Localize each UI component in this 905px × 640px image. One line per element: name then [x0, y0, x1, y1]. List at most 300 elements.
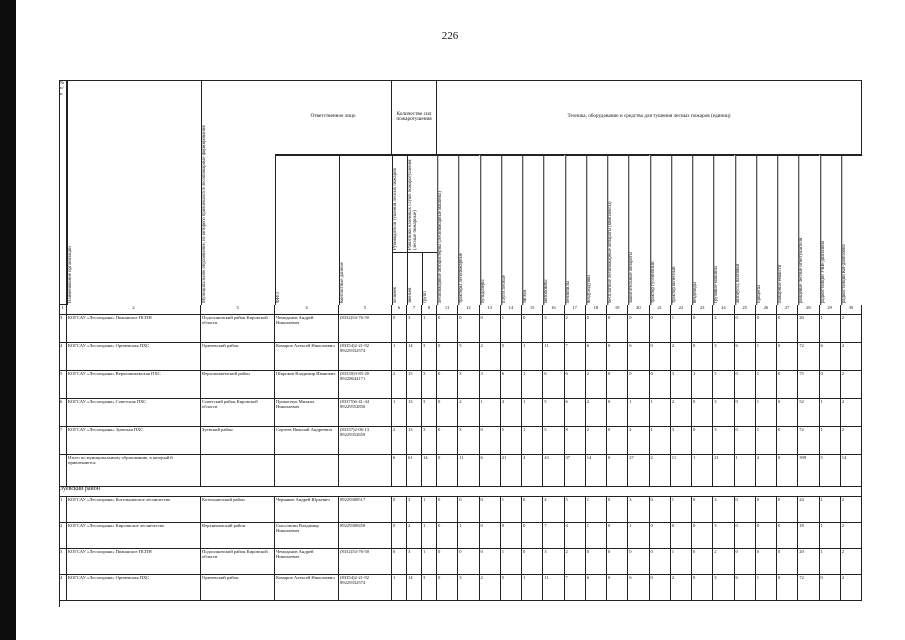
value-cell: 5 [501, 575, 522, 601]
value-cell: 1 [820, 523, 841, 549]
value-cell: 1 [522, 575, 543, 601]
value-cell: 0 [735, 399, 756, 427]
equipment-col-header: плуги лесные [501, 155, 522, 305]
value-cell: 1 [692, 371, 713, 399]
value-cell: 1 [820, 497, 841, 523]
total-empty [339, 455, 392, 487]
value-cell: 5 [543, 427, 564, 455]
value-cell: 3 [422, 399, 437, 427]
value-cell: 6 [650, 371, 671, 399]
responsible-name: Черняков Андрей Юрьевич [275, 497, 339, 523]
value-cell: 1 [628, 523, 649, 549]
total-empty [275, 455, 339, 487]
equipment-col-header: ранцевые лесные огнетушители [798, 155, 819, 305]
equipment-col-header: бесплатные лесопожарные аппараты (комплексы) [607, 155, 628, 305]
value-cell: 2 [713, 315, 734, 343]
contacts: (8332)54-76-50 [339, 315, 392, 343]
value-cell: 8 [565, 427, 586, 455]
leaders-header: Руководители тушения лесных пожаров [392, 155, 407, 252]
value-cell: 1 [820, 549, 841, 575]
equipment-col-header: тягачи [522, 155, 543, 305]
value-cell: 13 [407, 399, 422, 427]
value-cell: 0 [480, 549, 501, 575]
workers-header: Работники наземных служб пожаротушения (лесные пожарные) [407, 155, 437, 252]
total-value: 43 [543, 455, 564, 487]
value-cell: 0 [437, 497, 458, 523]
value-cell: 1 [756, 575, 777, 601]
value-cell: 0 [777, 523, 798, 549]
equipment-col-header: тракторы лесопожарные [458, 155, 479, 305]
col-org-header: Наименование организации [67, 80, 201, 305]
column-number: 12 [458, 305, 479, 315]
value-cell: 7 [565, 343, 586, 371]
value-cell: 0 [607, 523, 628, 549]
total-label: Итого по муниципальному образованию, в который й привлекаются [67, 455, 201, 487]
value-cell: 1 [756, 371, 777, 399]
total-value: 61 [407, 455, 422, 487]
column-number: 29 [820, 305, 841, 315]
forces-header: Количество сил пожаротушения [392, 80, 437, 155]
total-value: 37 [565, 455, 586, 487]
col-contacts-header: Контактные данные [339, 155, 392, 305]
value-cell: 0 [777, 343, 798, 371]
value-cell: 3 [480, 371, 501, 399]
value-cell: 0 [692, 549, 713, 575]
total-value: 0 [437, 455, 458, 487]
value-cell: 2 [841, 427, 862, 455]
value-cell: 2 [565, 315, 586, 343]
value-cell: 18 [798, 523, 819, 549]
value-cell: 1 [671, 497, 692, 523]
value-cell: 0 [437, 549, 458, 575]
total-value: 0 [607, 455, 628, 487]
responsible-name: Чемоданов Андрей Николаевич [275, 315, 339, 343]
value-cell: 5 [543, 399, 564, 427]
value-cell: 0 [777, 575, 798, 601]
value-cell: 0 [522, 523, 543, 549]
value-cell: 2 [713, 549, 734, 575]
value-cell: 0 [392, 549, 407, 575]
value-cell: 6 [501, 371, 522, 399]
value-cell: 2 [841, 315, 862, 343]
value-cell: 2 [586, 371, 607, 399]
column-number: 27 [777, 305, 798, 315]
value-cell: 2 [671, 399, 692, 427]
section-title: Зуевский район [59, 487, 862, 497]
org-name: КОГСАУ «Лесоохрана» Пижанское ПСПН [67, 549, 201, 575]
page-number: 226 [441, 30, 459, 42]
value-cell: 1 [820, 399, 841, 427]
equipment-col-header: автобусы, вахтовки [735, 155, 756, 305]
value-cell: 0 [735, 315, 756, 343]
responsible-name: Сысолятин Владимир Николаевич [275, 523, 339, 549]
value-cell: 3 [543, 549, 564, 575]
org-name: КОГСАУ «Лесоохрана» Зуевская ПХС [67, 427, 201, 455]
total-value: 6 [480, 455, 501, 487]
value-cell: 1 [392, 575, 407, 601]
value-cell: 3 [713, 523, 734, 549]
value-cell: 0 [692, 427, 713, 455]
value-cell: 3 [671, 427, 692, 455]
column-number: 4 [275, 305, 339, 315]
municipality: Советский район Кировской области [201, 399, 275, 427]
equipment-col-header: грузовые машины [713, 155, 734, 305]
municipality: Оричевский район [201, 343, 275, 371]
value-cell: 0 [480, 523, 501, 549]
value-cell: 0 [756, 549, 777, 575]
equipment-header: Техника, оборудование и средства для тушения лесных пожаров (единиц) [437, 80, 862, 155]
value-cell: 3 [671, 371, 692, 399]
value-cell: 1 [422, 497, 437, 523]
value-cell: 13 [407, 427, 422, 455]
value-cell: 2 [841, 399, 862, 427]
value-cell: 0 [756, 497, 777, 523]
value-cell: 2 [841, 575, 862, 601]
column-number: 30 [841, 305, 862, 315]
contacts: (83375)6-41-44 89229552850 [339, 399, 392, 427]
total-value: 4 [522, 455, 543, 487]
contacts: (8332)54-76-50 [339, 549, 392, 575]
column-number: 24 [713, 305, 734, 315]
value-cell: 0 [692, 315, 713, 343]
value-cell: 0 [458, 549, 479, 575]
value-cell: 0 [777, 399, 798, 427]
value-cell: 0 [392, 497, 407, 523]
value-cell: 0 [735, 427, 756, 455]
value-cell: 1 [522, 371, 543, 399]
value-cell: 3 [458, 427, 479, 455]
column-number: 23 [692, 305, 713, 315]
value-cell: 4 [501, 399, 522, 427]
value-cell: 3 [407, 549, 422, 575]
value-cell: 0 [607, 427, 628, 455]
total-value: 6 [392, 455, 407, 487]
total-value: 11 [671, 455, 692, 487]
value-cell: 72 [798, 343, 819, 371]
column-number: 5 [339, 305, 392, 315]
value-cell: 0 [607, 399, 628, 427]
value-cell: 6 [586, 343, 607, 371]
value-cell: 0 [607, 343, 628, 371]
value-cell: 15 [407, 371, 422, 399]
total-value: 5 [820, 455, 841, 487]
contacts: (83337)2-06-13 89229352659 [339, 427, 392, 455]
value-cell: 1 [628, 399, 649, 427]
value-cell: 6 [735, 575, 756, 601]
value-cell: 1 [820, 427, 841, 455]
value-cell: 1 [586, 497, 607, 523]
responsible-name: Чемоданов Андрей Николаевич [275, 549, 339, 575]
value-cell: 1 [422, 523, 437, 549]
persons-header: человек [392, 252, 407, 305]
value-cell: 3 [713, 343, 734, 371]
value-cell: 0 [437, 343, 458, 371]
row-number: 2 [59, 523, 67, 549]
total-value: 0 [777, 455, 798, 487]
value-cell: 2 [586, 427, 607, 455]
value-cell: 6 [565, 399, 586, 427]
value-cell: 7 [543, 523, 564, 549]
total-num [59, 455, 67, 487]
value-cell: 5 [501, 343, 522, 371]
value-cell: 2 [841, 497, 862, 523]
org-name: КОГСАУ «Лесоохрана» Оричевская ПХС [67, 343, 201, 371]
value-cell: 6 [820, 343, 841, 371]
row-number: 3 [59, 315, 67, 343]
value-cell: 1 [756, 427, 777, 455]
value-cell: 0 [692, 575, 713, 601]
value-cell: 0 [586, 549, 607, 575]
responsible-name: Комаров Алексей Николаевич [275, 575, 339, 601]
column-number: 25 [735, 305, 756, 315]
value-cell: 1 [522, 427, 543, 455]
column-number: 1 [59, 305, 67, 315]
total-value: 4 [756, 455, 777, 487]
equipment-col-header: радиостанции КВ-диапазона [841, 155, 862, 305]
org-name: КОГСАУ «Лесоохрана» Кирсинское лесничество [67, 523, 201, 549]
value-cell: 3 [422, 427, 437, 455]
value-cell: 3 [458, 575, 479, 601]
value-cell: 3 [628, 497, 649, 523]
value-cell: 2 [671, 343, 692, 371]
equipment-col-header: пожарные емкости [777, 155, 798, 305]
column-number: 14 [501, 305, 522, 315]
value-cell: 1 [422, 315, 437, 343]
value-cell: 0 [650, 575, 671, 601]
value-cell: 0 [392, 523, 407, 549]
value-cell: 0 [480, 497, 501, 523]
value-cell: 6 [586, 575, 607, 601]
value-cell: 4 [543, 497, 564, 523]
col-num-header: № п/п [59, 80, 67, 305]
org-name: КОГСАУ «Лесоохрана» Верхошижемская ПХС [67, 371, 201, 399]
column-number: 21 [650, 305, 671, 315]
value-cell: 75 [798, 371, 819, 399]
value-cell: 0 [607, 315, 628, 343]
value-cell: 2 [586, 399, 607, 427]
value-cell: 0 [756, 523, 777, 549]
org-name: КОГСАУ «Лесоохрана» Котельничское лесничество [67, 497, 201, 523]
equipment-col-header: бензопилы [565, 155, 586, 305]
row-number: 4 [59, 575, 67, 601]
value-cell: 5 [501, 427, 522, 455]
value-cell: 0 [820, 371, 841, 399]
equipment-col-header: радиостанции УКВ-диапазона [820, 155, 841, 305]
value-cell: 0 [777, 315, 798, 343]
value-cell: 0 [777, 549, 798, 575]
value-cell: 0 [480, 427, 501, 455]
total-value: 21 [501, 455, 522, 487]
value-cell: 7 [565, 575, 586, 601]
value-cell: 0 [735, 497, 756, 523]
value-cell: 1 [756, 343, 777, 371]
value-cell: 2 [628, 427, 649, 455]
value-cell: 0 [692, 343, 713, 371]
value-cell: 3 [713, 427, 734, 455]
value-cell: 2 [480, 343, 501, 371]
value-cell: 24 [798, 497, 819, 523]
value-cell: 3 [713, 399, 734, 427]
responsible-name: Сергеев Николай Андреевич [275, 427, 339, 455]
equipment-col-header: бульдозеры [480, 155, 501, 305]
value-cell: 3 [422, 371, 437, 399]
equipment-col-header: мотопомпы [543, 155, 564, 305]
municipality: Оричевский район [201, 575, 275, 601]
value-cell: 0 [777, 497, 798, 523]
value-cell: 1 [501, 497, 522, 523]
value-cell: 1 [671, 549, 692, 575]
column-number: 20 [628, 305, 649, 315]
value-cell: 4 [565, 523, 586, 549]
value-cell: 1 [480, 399, 501, 427]
row-number: 6 [59, 399, 67, 427]
value-cell: 0 [650, 343, 671, 371]
value-cell: 0 [650, 523, 671, 549]
org-name: КОГСАУ «Лесоохрана» Оричевская ПХС [67, 575, 201, 601]
value-cell: 0 [692, 399, 713, 427]
contacts: 89229308517 [339, 497, 392, 523]
total-empty [201, 455, 275, 487]
total-value: 1 [692, 455, 713, 487]
value-cell: 0 [437, 371, 458, 399]
value-cell: 0 [607, 549, 628, 575]
value-cell: 0 [671, 523, 692, 549]
row-number: 1 [59, 497, 67, 523]
value-cell: 0 [628, 549, 649, 575]
value-cell: 2 [407, 523, 422, 549]
equipment-col-header: трактор гусеничный [650, 155, 671, 305]
value-cell: 3 [713, 497, 734, 523]
municipality: Подосиновский район Кировской области [201, 549, 275, 575]
col-fio-header: ФИО [275, 155, 339, 305]
equipment-col-header: трактор колесный [671, 155, 692, 305]
row-number: 3 [59, 549, 67, 575]
value-cell: 0 [650, 497, 671, 523]
value-cell: 3 [458, 371, 479, 399]
responsible-name: Комаров Алексей Николаевич [275, 343, 339, 371]
value-cell: 0 [756, 315, 777, 343]
value-cell: 0 [735, 371, 756, 399]
column-number: 19 [607, 305, 628, 315]
value-cell: 2 [841, 371, 862, 399]
value-cell: 0 [522, 497, 543, 523]
value-cell: 0 [501, 523, 522, 549]
value-cell: 0 [735, 523, 756, 549]
value-cell: 3 [422, 343, 437, 371]
contacts: 89229308458 [339, 523, 392, 549]
column-number: 22 [671, 305, 692, 315]
equipment-col-header: прицепы [756, 155, 777, 305]
value-cell: 0 [628, 371, 649, 399]
value-cell: 1 [650, 427, 671, 455]
scan-edge-bar [0, 0, 16, 640]
value-cell: 2 [841, 343, 862, 371]
value-cell: 1 [522, 399, 543, 427]
column-number: 16 [543, 305, 564, 315]
column-number: 6 [392, 305, 407, 315]
contacts: (83339)3-85-20 89228644171 [339, 371, 392, 399]
municipality: Подосиновский район Кировской области [201, 315, 275, 343]
total-value: 399 [798, 455, 819, 487]
value-cell: 1 [501, 315, 522, 343]
municipality: Верхошижемский район [201, 371, 275, 399]
value-cell: 1 [458, 523, 479, 549]
value-cell: 1 [586, 523, 607, 549]
column-number: 2 [67, 305, 201, 315]
value-cell: 3 [407, 497, 422, 523]
value-cell: 0 [437, 315, 458, 343]
org-name: КОГСАУ «Лесоохрана» Пижанское ПСПН [67, 315, 201, 343]
value-cell: 6 [735, 343, 756, 371]
column-number: 7 [407, 305, 422, 315]
column-number: 11 [437, 305, 458, 315]
column-number: 18 [586, 305, 607, 315]
value-cell: 2 [671, 575, 692, 601]
value-cell: 0 [735, 549, 756, 575]
value-cell: 6 [628, 575, 649, 601]
total-value: 2 [650, 455, 671, 487]
column-number: 8 [422, 305, 437, 315]
value-cell: 0 [628, 315, 649, 343]
row-number: 7 [59, 427, 67, 455]
total-value: 14 [586, 455, 607, 487]
value-cell: 1 [422, 549, 437, 575]
value-cell: 0 [777, 371, 798, 399]
value-cell: 1 [671, 315, 692, 343]
value-cell: 72 [798, 427, 819, 455]
value-cell: 1 [522, 343, 543, 371]
value-cell: 72 [798, 575, 819, 601]
value-cell: 0 [820, 575, 841, 601]
value-cell: 6 [543, 371, 564, 399]
col-mun-header: Муниципальное образование, из которого привлекаются лесопожарные формирования [201, 80, 275, 305]
municipality: Зуевский район [201, 427, 275, 455]
value-cell: 0 [692, 497, 713, 523]
value-cell: 0 [458, 315, 479, 343]
value-cell: 2 [841, 523, 862, 549]
value-cell: 2 [565, 549, 586, 575]
value-cell: 0 [437, 523, 458, 549]
column-number: 26 [756, 305, 777, 315]
value-cell: 2 [392, 427, 407, 455]
total-value: 21 [713, 455, 734, 487]
value-cell: 0 [650, 315, 671, 343]
total-value: 1 [735, 455, 756, 487]
municipality: Котельничский район [201, 497, 275, 523]
responsible-name: Широков Владимир Иванович [275, 371, 339, 399]
groups-header: звеньев [407, 252, 422, 305]
value-cell: 52 [798, 399, 819, 427]
value-cell: 11 [543, 343, 564, 371]
value-cell: 3 [713, 575, 734, 601]
value-cell: 0 [650, 549, 671, 575]
column-number: 15 [522, 305, 543, 315]
value-cell: 1 [650, 399, 671, 427]
value-cell: 0 [458, 497, 479, 523]
column-number: 3 [201, 305, 275, 315]
value-cell: 1 [392, 399, 407, 427]
teams-header: групп [422, 252, 437, 305]
value-cell: 3 [407, 315, 422, 343]
value-cell: 0 [777, 427, 798, 455]
value-cell: 11 [543, 575, 564, 601]
equipment-col-header: зажигательные аппараты [628, 155, 649, 305]
equipment-col-header: воздуходувки [586, 155, 607, 305]
value-cell: 14 [407, 575, 422, 601]
value-cell: 2 [392, 371, 407, 399]
value-cell: 0 [392, 315, 407, 343]
value-cell: 3 [422, 575, 437, 601]
